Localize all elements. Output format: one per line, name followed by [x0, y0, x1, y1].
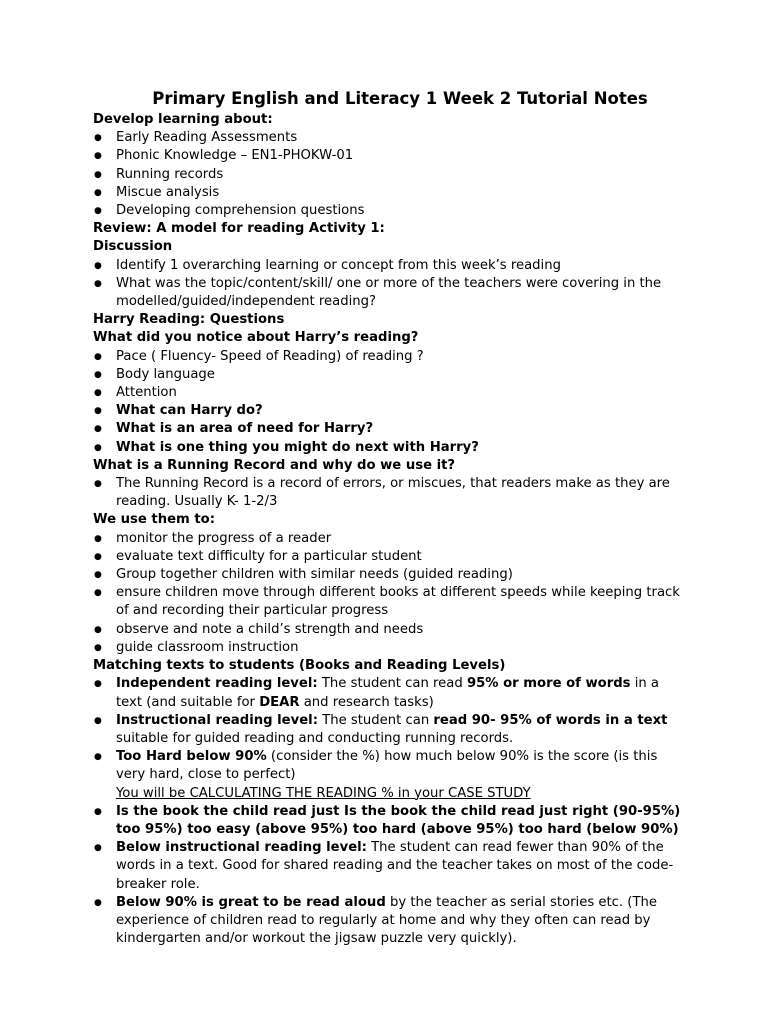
document-page — [93, 88, 683, 948]
too-hard-text: (consider the %) how much below 90% is the score (is this very hard, close to perfect) — [116, 749, 658, 783]
list-item: ● Attention — [93, 384, 683, 402]
below-instructional-text: The student can read fewer than 90% of the words in a text. Good for shared reading and the teacher takes on most of the code-breaker role. — [116, 840, 674, 892]
below-instructional-label: Below instructional reading level: — [116, 840, 367, 856]
instructional-text-1: The student can — [317, 712, 434, 728]
list-item: ● Identify 1 overarching learning or concept from this week’s reading — [93, 257, 683, 275]
list-item: ● Miscue analysis — [93, 184, 683, 202]
reading-levels-list-2 — [93, 803, 683, 949]
list-item: ● monitor the progress of a reader — [93, 530, 683, 548]
below-90-item — [93, 894, 683, 949]
discussion-heading: Discussion — [93, 239, 173, 255]
below-90-text: by the teacher as serial stories etc. (The experience of children read to regularly at home and why they often can read by kindergarten and/or workout the jigsaw puzzle very quickly). — [116, 894, 657, 947]
list-item: ● Pace ( Fluency- Speed of Reading) of reading ? — [93, 348, 683, 366]
below-90-label: Below 90% is great to be read aloud — [116, 894, 386, 910]
instructional-label: Instructional reading level: — [116, 712, 318, 728]
independent-label: Independent reading level: — [116, 676, 318, 692]
notice-list — [93, 348, 683, 457]
independent-text-1: The student can read — [317, 676, 467, 692]
list-item: ● Running records — [93, 166, 683, 184]
running-record-list — [93, 475, 683, 511]
independent-level-item — [93, 675, 683, 711]
list-item: ● guide classroom instruction — [93, 639, 683, 657]
list-item: ● evaluate text difficulty for a particular student — [93, 548, 683, 566]
develop-list — [93, 129, 683, 220]
list-item: ● What is an area of need for Harry? — [93, 420, 683, 438]
list-item: ● What can Harry do? — [93, 402, 683, 420]
list-item: ● Developing comprehension questions — [93, 202, 683, 220]
running-record-heading: What is a Running Record and why do we use it? — [93, 457, 456, 473]
notice-heading: What did you notice about Harry’s reading? — [93, 330, 419, 346]
harry-heading: Harry Reading: Questions — [93, 312, 285, 328]
list-item: ● Group together children with similar needs (guided reading) — [93, 566, 683, 584]
list-item: ● observe and note a child’s strength and needs — [93, 621, 683, 639]
below-instructional-item — [93, 839, 683, 894]
independent-text-3: and research tasks) — [299, 694, 434, 710]
just-right-item: ● Is the book the child read just Is the book the child read just right (90-95%) too 95%) too easy (above 95%) too hard (above 95%) too hard (below 90%) — [93, 803, 683, 839]
list-item: ● Early Reading Assessments — [93, 129, 683, 147]
instructional-bold-2: read 90- 95% of words in a text — [433, 712, 668, 728]
list-item: ● What is one thing you might do next with Harry? — [93, 439, 683, 457]
independent-bold-3: DEAR — [259, 694, 300, 710]
document-title: Primary English and Literacy 1 Week 2 Tutorial Notes — [152, 89, 648, 108]
matching-heading: Matching texts to students (Books and Reading Levels) — [93, 658, 506, 674]
use-heading: We use them to: — [93, 512, 215, 528]
discussion-list — [93, 257, 683, 312]
review-heading: Review: A model for reading Activity 1: — [93, 221, 385, 237]
develop-heading: Develop learning about: — [93, 112, 273, 127]
too-hard-label: Too Hard below 90% — [116, 749, 267, 765]
list-item: ● The Running Record is a record of errors, or miscues, that readers make as they are reading. Usually K- 1-2/3 — [93, 475, 683, 511]
instructional-text-2: suitable for guided reading and conducting running records. — [116, 730, 514, 746]
independent-text-2: in a text (and suitable for — [116, 676, 660, 710]
list-item: ● ensure children move through different books at different speeds while keeping track of and recording their particular progress — [93, 584, 683, 620]
too-hard-item — [93, 748, 683, 784]
calc-note: You will be CALCULATING THE READING % in your CASE STUDY — [116, 785, 531, 801]
list-item: ● What was the topic/content/skill/ one or more of the teachers were covering in the modelled/guided/independent reading? — [93, 275, 683, 311]
list-item: ● Body language — [93, 366, 683, 384]
list-item: ● Phonic Knowledge – EN1-PHOKW-01 — [93, 147, 683, 165]
use-list — [93, 530, 683, 657]
independent-bold-2: 95% or more of words — [466, 676, 631, 692]
reading-levels-list — [93, 675, 683, 784]
instructional-level-item — [93, 712, 683, 748]
